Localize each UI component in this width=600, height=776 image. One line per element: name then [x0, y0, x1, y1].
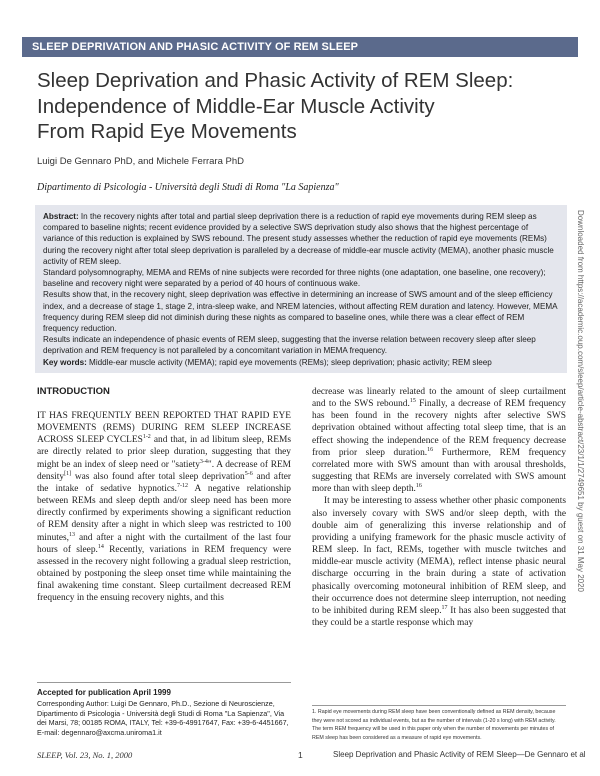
divider: [37, 682, 291, 683]
section-heading: INTRODUCTION: [37, 386, 110, 397]
article-title: [37, 68, 537, 145]
journal-citation: SLEEP, Vol. 23, No. 1, 2000: [37, 750, 133, 760]
keywords-label: Key words:: [43, 357, 87, 367]
section-banner: SLEEP DEPRIVATION AND PHASIC ACTIVITY OF REM SLEEP: [22, 37, 578, 57]
keywords-text: Middle-ear muscle activity (MEMA); rapid eye movements (REMs); sleep deprivation; phasic activity; REM sleep: [86, 357, 492, 367]
watermark-text: Downloaded from https://academic.oup.com/sleep/article-abstract/23/1/1/2749651 by guest on 31 May 2020: [576, 210, 585, 593]
keywords: [43, 357, 559, 368]
accepted-note: Accepted for publication April 1999: [37, 688, 171, 697]
running-footer: Sleep Deprivation and Phasic Activity of REM Sleep—De Gennaro et al: [333, 750, 586, 759]
abstract-paragraph: Results show that, in the recovery night, sleep deprivation was effective in determining an increase of SWS amount and of the sleep efficiency index, and a decrease of stage 1, stage 2, intra-sleep wake, and NREM latencies, without affecting REM duration and latency. However, MEMA frequency during REM sleep did not diminish during these nights as compared to baseline ones, while there was a clear effect of REM frequency reduction.: [43, 290, 558, 334]
body-paragraph: decrease was linearly related to the amount of sleep curtailment and to the SWS rebound.$^{15}$ Finally, a decrease of REM frequency has been found in the recovery nights after selective SWS deprivation obtained without affecting total sleep time, that is an effect showing the independence of the REM frequency decrease from prior sleep duration.$^{16}$ Furthermore, REM frequency correlated more with SWS amount than with arousal thresholds, suggesting that REMs are inversely correlated with SWS amount more than with sleep depth.$^{16}$: [312, 387, 567, 495]
title-line: From Rapid Eye Movements: [37, 120, 297, 143]
divider: [312, 705, 566, 706]
column-right: [312, 386, 566, 629]
abstract-paragraph: [43, 211, 559, 267]
correspondence-note: Corresponding Author: Luigi De Gennaro, Ph.D., Sezione di Neuroscienze, Dipartimento di Psicologia - Università degli Studi di Roma "La Sapienza", Via dei Marsi, 78; 00185 ROMA, ITALY, Tel: +39-6-49917647, Fax: +39-6-4451667, E-mail: degennaro@axcma.uniroma1.it: [37, 699, 289, 737]
body-paragraph: It may be interesting to assess whether other phasic components also inversely covary with SWS and/or sleep depth, with the double aim of generalizing this inverse relationship and of providing a unifying framework for the phasic muscle activity of REM sleep. In fact, REMs, together with muscle twitches and middle-ear muscle activity (MEMA), reflect intense phasic neural discharge occurring in the brain during a state of activation phasically overcoming motoneural inhibition of REM sleep, and their occurrence does not determine sleep interruption, not needing to be inhibited during REM sleep.$^{17}$ It has also been suggested that they could be a startle response which may: [312, 496, 566, 628]
abstract-paragraph: Results indicate an independence of phasic events of REM sleep, suggesting that the inverse relation between recovery sleep after sleep deprivation and REM frequency is not paralleled by a concomitant variation in MEMA frequency.: [43, 335, 536, 356]
body-paragraph: IT HAS FREQUENTLY BEEN REPORTED THAT RAPID EYE MOVEMENTS (REMS) DURING REM SLEEP INCREASE ACROSS SLEEP CYCLES$^{1-2}$ and that, in ad libitum sleep, REMs are directly related to prior sleep duration, suggesting that they might be an index of sleep need or "satiety$^{3-4}$". A decrease of REM density[1] was also found after total sleep deprivation$^{5-6}$ and after the intake of sedative hypnotics.$^{7-12}$ A negative relationship between REMs and sleep depth and/or sleep need has been more directly confirmed by experiments showing a significant reduction of REM density after a night in which sleep was restricted to 100 minutes,$^{13}$ and after a night with the curtailment of the last four hours of sleep.$^{14}$ Recently, variations in REM frequency were assessed in the recovery night following a gradual sleep restriction, obtained by postponing the sleep onset time while maintaining the final awakening time constant. Sleep curtailment decreased REM frequency in the ensuing recovery nights, and this: [37, 411, 292, 604]
abstract-text: In the recovery nights after total and partial sleep deprivation there is a reduction of rapid eye movements during REM sleep as compared to baseline nights; recent evidence provided by a selective SWS deprivation study also shows that the highest percentage of variance of this reduction is explained by SWS rebound. The present study assesses whether the reduction of rapid eye movements (REMs) during the recovery night after total sleep deprivation is paralleled by a decrease of middle-ear muscle activity (MEMA), another phasic muscle activity of REM sleep.: [43, 212, 554, 266]
download-watermark: [578, 210, 592, 750]
footnote: 1. Rapid eye movements during REM sleep have been conventionally defined as REM density, because they were not scored as individual events, but as the number of intervals (1-20 s long) with REM activity. The term REM frequency will be used in this paper only when the number of movements per minutes of REM sleep has been considered as a measure of rapid eye movements.: [312, 709, 556, 741]
title-line: Sleep Deprivation and Phasic Activity of REM Sleep:: [37, 69, 514, 92]
authors: Luigi De Gennaro PhD, and Michele Ferrara PhD: [37, 156, 244, 167]
title-line: Independence of Middle-Ear Muscle Activity: [37, 94, 435, 118]
affiliation: Dipartimento di Psicologia - Università degli Studi di Roma "La Sapienza": [37, 182, 339, 193]
abstract-label: Abstract:: [43, 212, 79, 221]
abstract-paragraph: Standard polysomnography, MEMA and REMs of nine subjects were recorded for three nights (one adaptation, one baseline, one recovery); baseline and recovery night were separated by a period of 40 hours of continuous wake.: [43, 268, 546, 289]
abstract-box: [35, 205, 567, 373]
column-left: [37, 410, 291, 605]
page-number: 1: [298, 750, 303, 760]
